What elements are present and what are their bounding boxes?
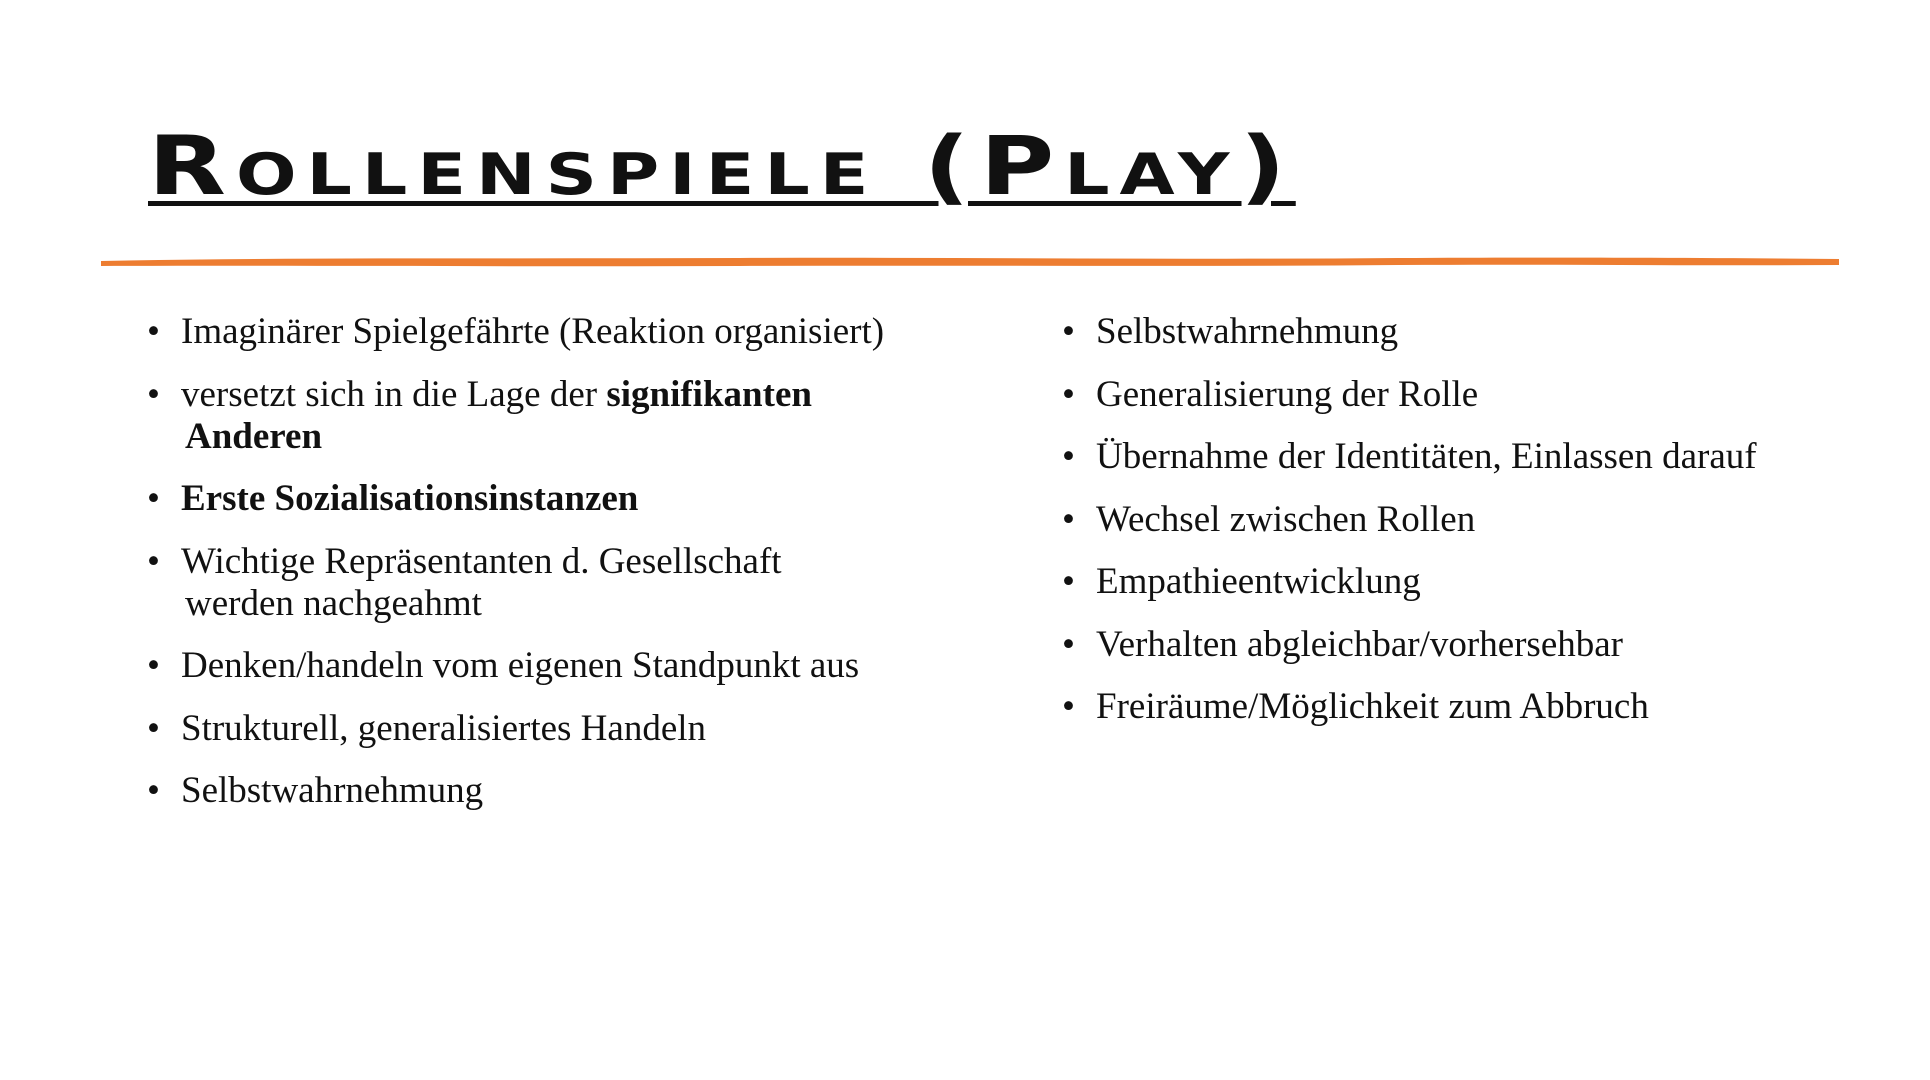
item-line — [181, 374, 884, 416]
bullet-item — [1062, 499, 1757, 541]
item-line — [181, 478, 884, 520]
bullet-item — [1062, 436, 1757, 478]
bullet-marker: • — [1062, 686, 1075, 727]
bullet-marker: • — [1062, 561, 1075, 602]
right-bullet-list — [1062, 311, 1757, 749]
bullet-marker: • — [1062, 436, 1075, 477]
bullet-marker: • — [147, 707, 160, 749]
divider-brush-stroke — [101, 258, 1839, 267]
item-text: Freiräume/Möglichkeit zum Abbruch — [1096, 686, 1649, 727]
bullet-item — [147, 770, 884, 812]
item-text: Denken/handeln vom eigenen Standpunkt aus — [181, 645, 860, 686]
bullet-item — [147, 541, 884, 625]
item-text: Imaginärer Spielgefährte (Reaktion organisiert) — [181, 311, 885, 352]
item-text: Selbstwahrnehmung — [1096, 311, 1399, 352]
item-text: Verhalten abgleichbar/vorhersehbar — [1096, 623, 1623, 665]
item-text: Übernahme der Identitäten, Einlassen darauf — [1096, 436, 1757, 477]
bullet-item — [147, 374, 884, 458]
bullet-item — [1062, 311, 1757, 353]
bullet-marker: • — [1062, 373, 1075, 415]
bullet-marker: • — [1062, 498, 1075, 540]
slide-title: Rollenspiele (Play) — [148, 120, 1296, 214]
bullet-item — [1062, 624, 1757, 666]
bullet-item — [147, 478, 884, 520]
bullet-marker: • — [1062, 311, 1075, 352]
item-text: Selbstwahrnehmung — [181, 770, 484, 811]
bullet-marker: • — [147, 770, 160, 811]
bullet-marker: • — [1062, 623, 1075, 665]
item-text: Strukturell, generalisiertes Handeln — [181, 707, 707, 749]
bullet-marker: • — [147, 311, 160, 352]
bullet-marker: • — [147, 645, 160, 686]
bullet-item — [1062, 374, 1757, 416]
item-emphasis: signifikanten — [606, 373, 812, 415]
item-emphasis: Erste Sozialisationsinstanzen — [181, 478, 639, 519]
item-line — [181, 416, 884, 458]
item-text: werden nachgeahmt — [185, 582, 482, 624]
left-bullet-list — [147, 311, 884, 833]
bullet-marker: • — [147, 373, 160, 415]
bullet-marker: • — [147, 540, 160, 582]
item-text: Wichtige Repräsentanten d. Gesellschaft — [181, 540, 782, 582]
bullet-item — [147, 708, 884, 750]
bullet-item — [147, 311, 884, 353]
item-text: Generalisierung der Rolle — [1096, 373, 1479, 415]
title-divider — [99, 253, 1841, 269]
bullet-item — [147, 645, 884, 687]
item-text: Empathieentwicklung — [1096, 561, 1421, 602]
item-emphasis: Anderen — [185, 415, 323, 457]
bullet-item — [1062, 561, 1757, 603]
item-text: versetzt sich in die Lage der — [181, 373, 598, 415]
item-text: Wechsel zwischen Rollen — [1096, 498, 1476, 540]
bullet-item — [1062, 686, 1757, 728]
bullet-marker: • — [147, 478, 160, 519]
